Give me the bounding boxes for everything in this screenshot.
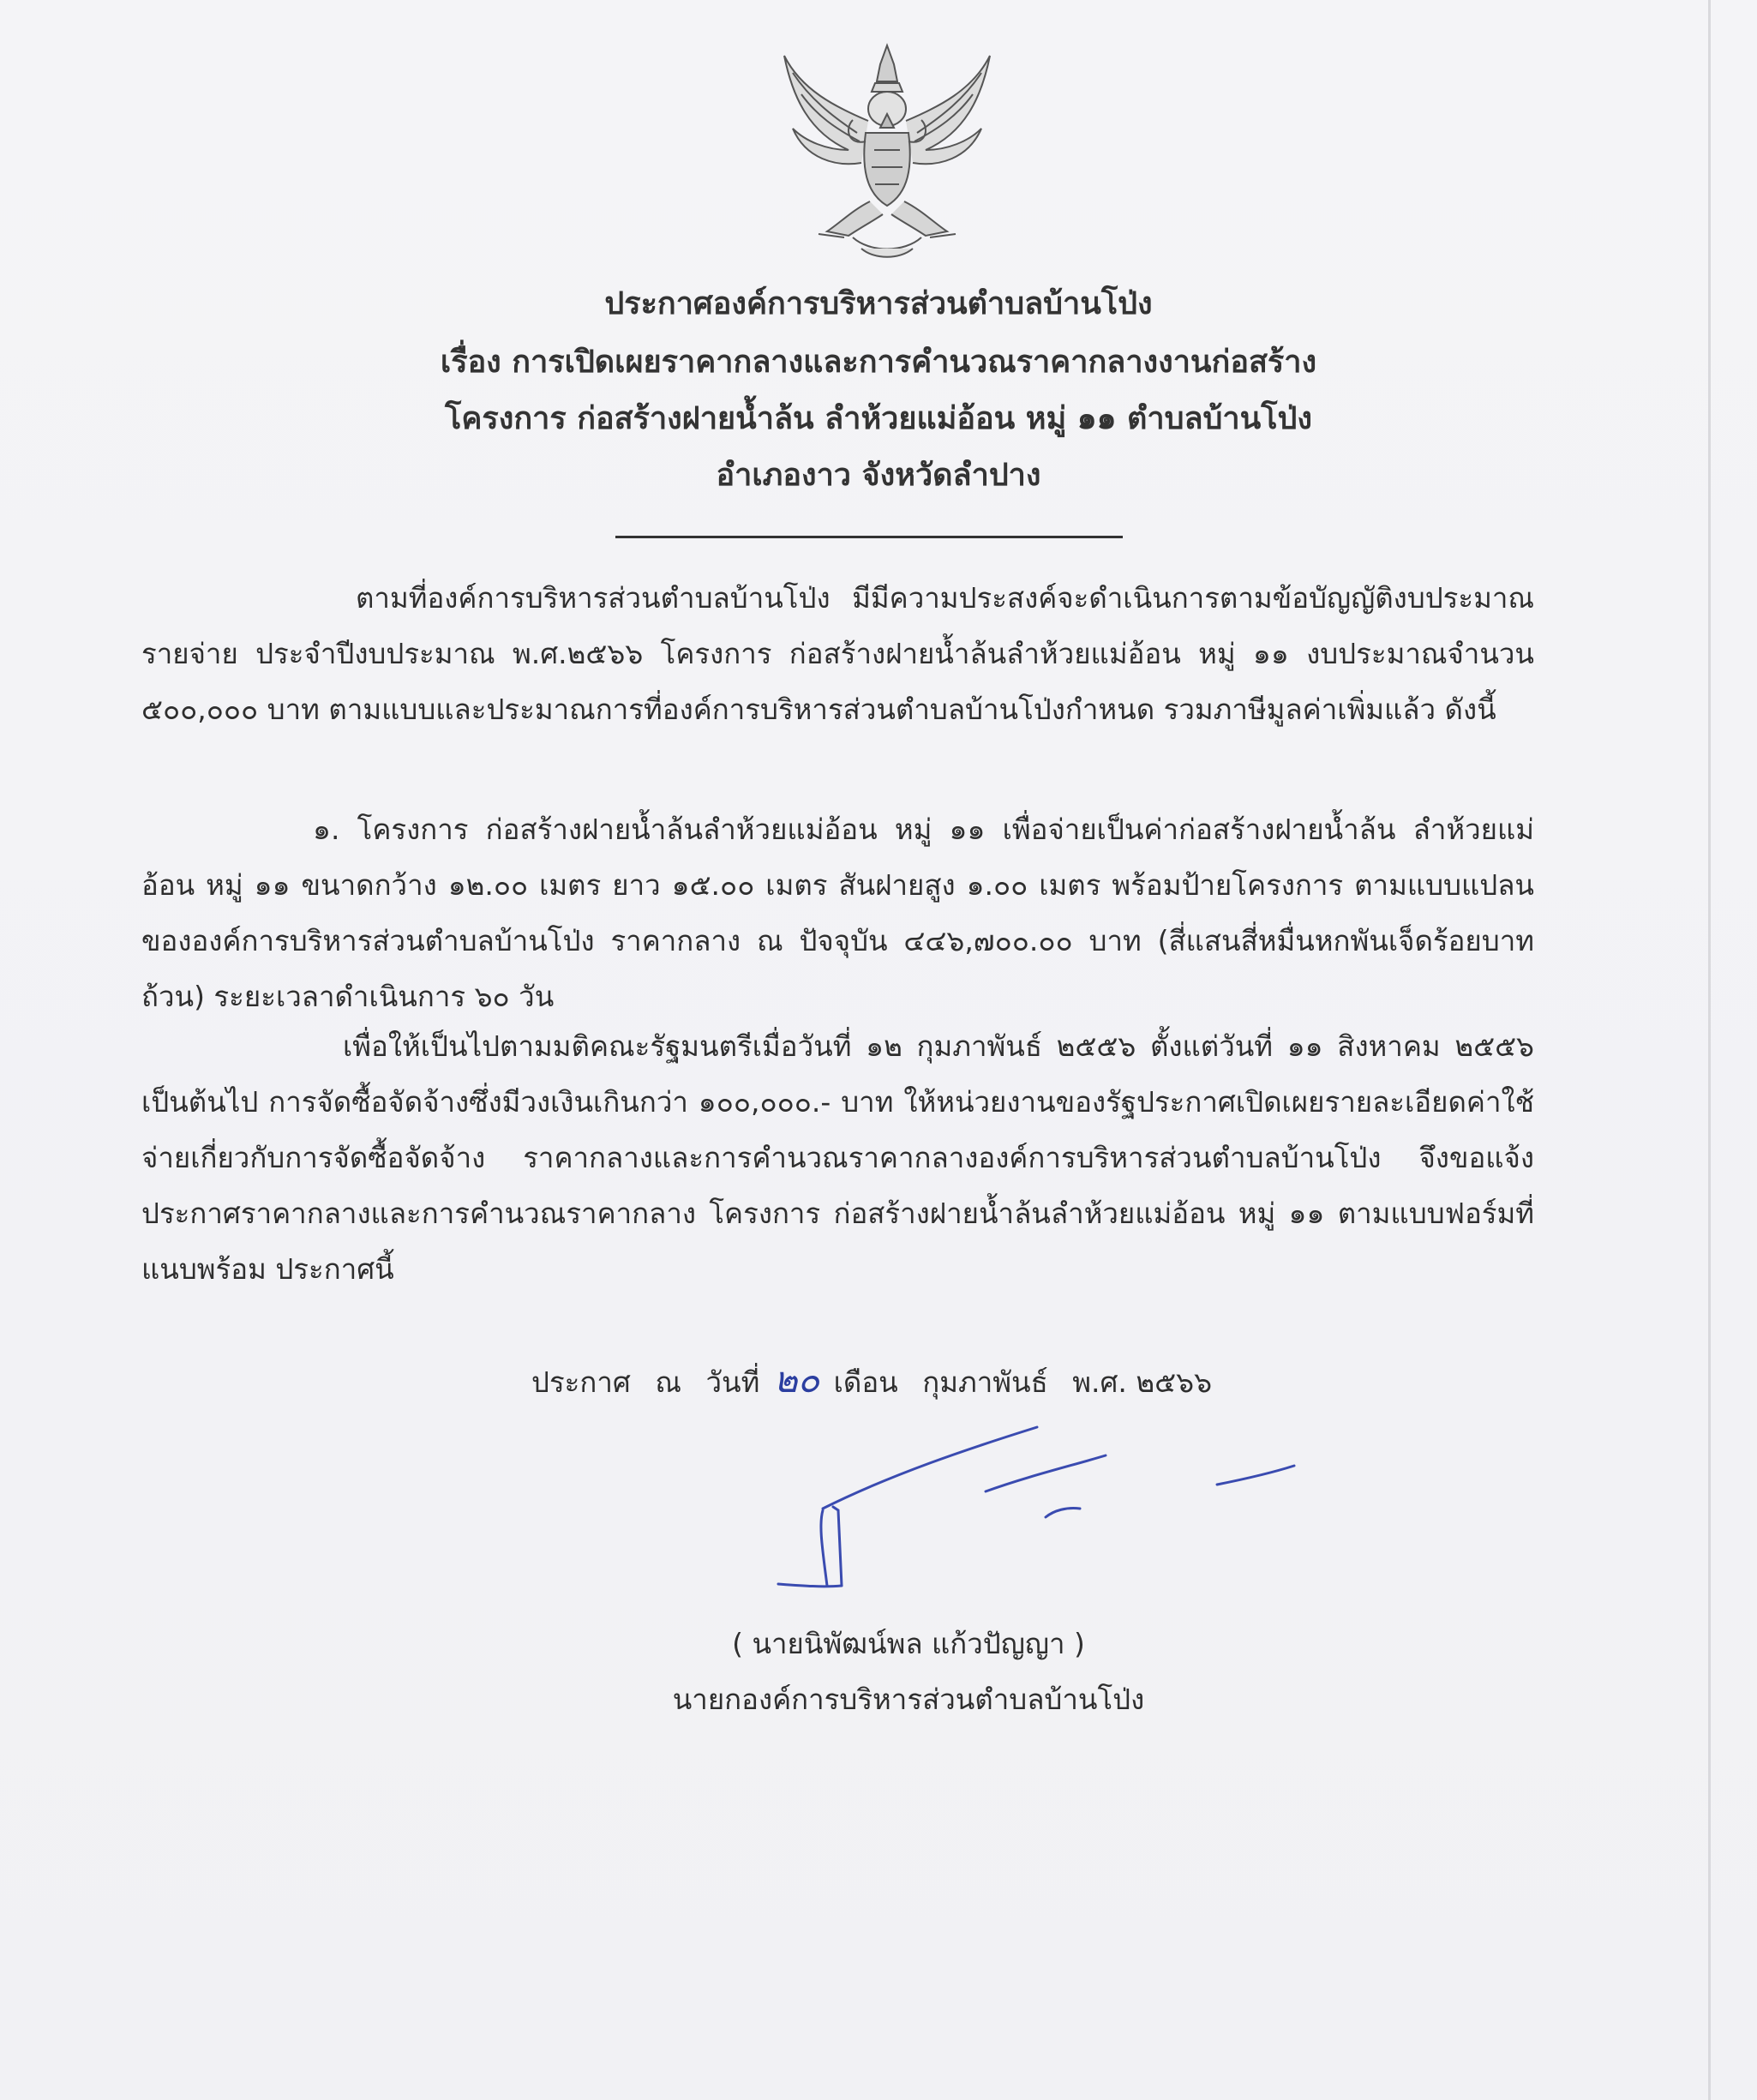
day-label: วันที่	[705, 1365, 760, 1399]
announcement-date	[531, 1359, 1303, 1404]
handwritten-day: ๒๐	[773, 1359, 820, 1401]
month-value: กุมภาพันธ์	[922, 1365, 1048, 1399]
announcement-title: ประกาศองค์การบริหารส่วนตำบลบ้านโป่ง	[604, 286, 1153, 321]
body-paragraph-1: ตามที่องค์การบริหารส่วนตำบลบ้านโป่ง มีมีความประสงค์จะดำเนินการตามข้อบัญญัติงบประมาณรายจ่าย ประจำปีงบประมาณ พ.ศ.๒๕๖๖ โครงการ ก่อสร้างฝายน้ำล้นลำห้วยแม่อ้อน หมู่ ๑๑ งบประมาณจำนวน ๕๐๐,๐๐๐ บาท ตามแบบและประมาณการที่องค์การบริหารส่วนตำบลบ้านโป่งกำหนด รวมภาษีมูลค่าเพิ่มแล้ว ดังนี้	[141, 581, 1534, 726]
garuda-emblem-icon	[767, 39, 1007, 270]
year-value: พ.ศ. ๒๕๖๖	[1072, 1365, 1213, 1399]
signatory-position: นายกองค์การบริหารส่วนตำบลบ้านโป่ง	[672, 1683, 1145, 1716]
announcement-subject: เรื่อง การเปิดเผยราคากลางและการคำนวณราคากลางงานก่อสร้าง	[440, 345, 1317, 380]
handwritten-signature	[771, 1414, 1337, 1611]
title-divider	[615, 536, 1123, 538]
at-label: ณ	[655, 1365, 681, 1399]
project-title: โครงการ ก่อสร้างฝายน้ำล้น ลำห้วยแม่อ้อน หมู่ ๑๑ ตำบลบ้านโป่ง	[445, 401, 1312, 436]
announce-label: ประกาศ	[531, 1365, 631, 1399]
project-location: อำเภองาว จังหวัดลำปาง	[716, 458, 1041, 493]
month-label: เดือน	[833, 1365, 898, 1399]
body-paragraph-3: เพื่อให้เป็นไปตามมติคณะรัฐมนตรีเมื่อวันที่ ๑๒ กุมภาพันธ์ ๒๕๕๖ ตั้งแต่วันที่ ๑๑ สิงหาคม ๒๕๕๖ เป็นต้นไป การจัดซื้อจัดจ้างซึ่งมีวงเงินเกินกว่า ๑๐๐,๐๐๐.- บาท ให้หน่วยงานของรัฐประกาศเปิดเผยรายละเอียดค่าใช้จ่ายเกี่ยวกับการจัดซื้อจัดจ้าง ราคากลางและการคำนวณราคากลางองค์การบริหารส่วนตำบลบ้านโป่ง จึงขอแจ้งประกาศราคากลางและการคำนวณราคากลาง โครงการ ก่อสร้างฝายน้ำล้นลำห้วยแม่อ้อน หมู่ ๑๑ ตามแบบฟอร์มที่แนบพร้อม ประกาศนี้	[141, 1029, 1534, 1286]
signatory-name: ( นายนิพัฒน์พล แก้วปัญญา )	[732, 1627, 1085, 1660]
body-paragraph-2: ๑. โครงการ ก่อสร้างฝายน้ำล้นลำห้วยแม่อ้อน หมู่ ๑๑ เพื่อจ่ายเป็นค่าก่อสร้างฝายน้ำล้น ลำห้วยแม่อ้อน หมู่ ๑๑ ขนาดกว้าง ๑๒.๐๐ เมตร ยาว ๑๕.๐๐ เมตร สันฝายสูง ๑.๐๐ เมตร พร้อมป้ายโครงการ ตามแบบแปลนขององค์การบริหารส่วนตำบลบ้านโป่ง ราคากลาง ณ ปัจจุบัน ๔๔๖,๗๐๐.๐๐ บาท (สี่แสนสี่หมื่นหกพันเจ็ดร้อยบาทถ้วน) ระยะเวลาดำเนินการ ๖๐ วัน	[141, 813, 1534, 1013]
